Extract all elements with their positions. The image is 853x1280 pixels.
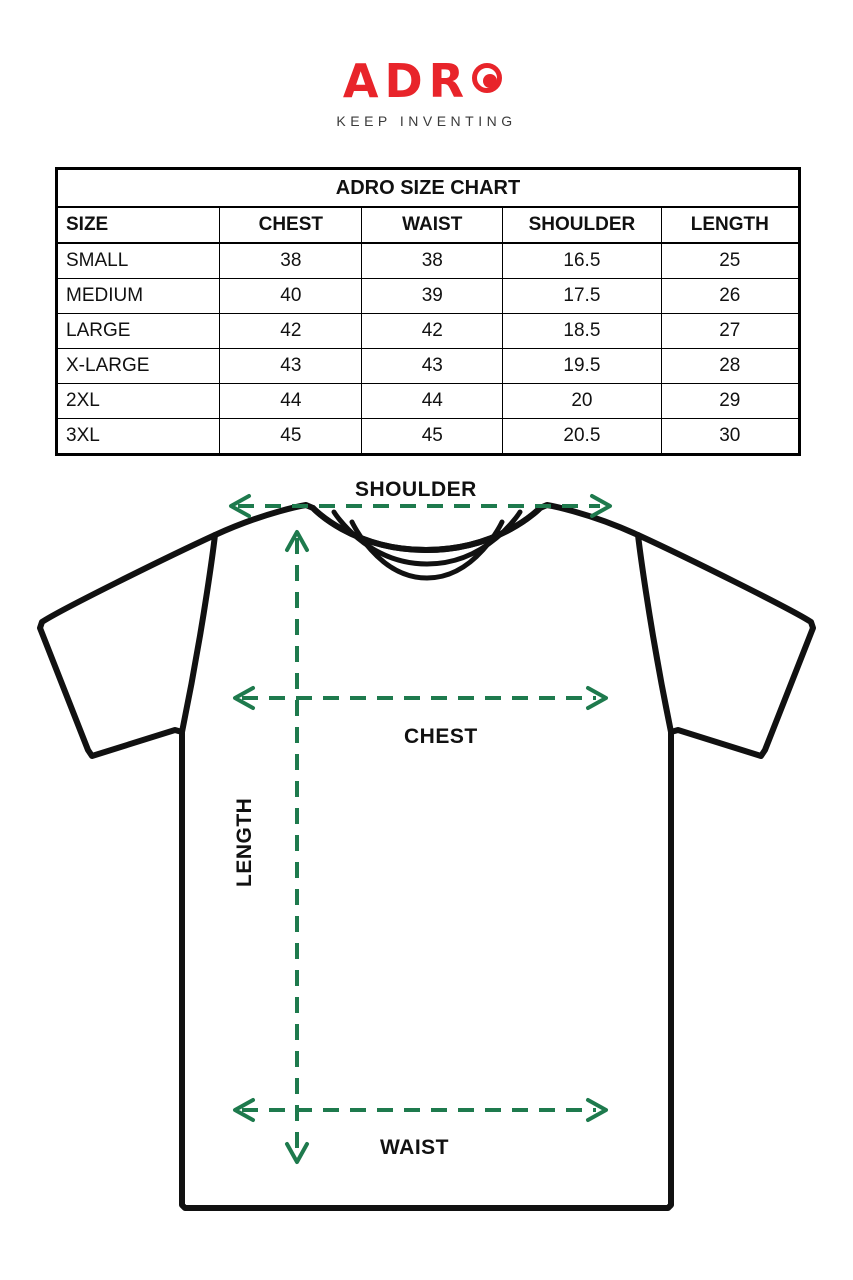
brand-name-text: ADR <box>342 54 471 108</box>
cell-shoulder: 20 <box>503 384 661 419</box>
cell-size: LARGE <box>57 314 220 349</box>
cell-shoulder: 18.5 <box>503 314 661 349</box>
brand-tagline: KEEP INVENTING <box>336 113 517 129</box>
cell-waist: 44 <box>362 384 503 419</box>
measure-label-length <box>233 857 257 887</box>
cell-shoulder: 16.5 <box>503 243 661 279</box>
cell-chest: 42 <box>220 314 362 349</box>
cell-waist: 38 <box>362 243 503 279</box>
cell-length: 25 <box>661 243 799 279</box>
table-row <box>57 243 800 279</box>
column-header-waist: WAIST <box>362 207 503 243</box>
table-row <box>57 384 800 419</box>
table-row <box>57 349 800 384</box>
cell-length: 27 <box>661 314 799 349</box>
table-row <box>57 314 800 349</box>
cell-shoulder: 17.5 <box>503 279 661 314</box>
cell-chest: 44 <box>220 384 362 419</box>
column-header-shoulder: SHOULDER <box>503 207 661 243</box>
cell-size: MEDIUM <box>57 279 220 314</box>
cell-chest: 43 <box>220 349 362 384</box>
column-header-length: LENGTH <box>661 207 799 243</box>
measure-label-chest: CHEST <box>404 725 478 748</box>
size-chart-table <box>55 167 801 456</box>
brand-logo <box>0 54 853 129</box>
table-row <box>57 279 800 314</box>
target-circle-icon <box>472 63 510 101</box>
cell-size: 2XL <box>57 384 220 419</box>
cell-size: X-LARGE <box>57 349 220 384</box>
cell-size: SMALL <box>57 243 220 279</box>
cell-shoulder: 19.5 <box>503 349 661 384</box>
column-header-chest: CHEST <box>220 207 362 243</box>
tshirt-measurement-diagram <box>0 460 853 1280</box>
cell-size: 3XL <box>57 419 220 455</box>
cell-waist: 45 <box>362 419 503 455</box>
cell-length: 29 <box>661 384 799 419</box>
cell-length: 26 <box>661 279 799 314</box>
cell-chest: 40 <box>220 279 362 314</box>
cell-length: 30 <box>661 419 799 455</box>
cell-waist: 43 <box>362 349 503 384</box>
measure-label-shoulder: SHOULDER <box>355 478 477 501</box>
cell-shoulder: 20.5 <box>503 419 661 455</box>
column-header-size: SIZE <box>57 207 220 243</box>
cell-chest: 38 <box>220 243 362 279</box>
page-title: ADRO SIZE CHART <box>57 169 800 208</box>
table-row <box>57 419 800 455</box>
cell-waist: 42 <box>362 314 503 349</box>
cell-waist: 39 <box>362 279 503 314</box>
table-header-row <box>57 207 800 243</box>
cell-chest: 45 <box>220 419 362 455</box>
brand-wordmark <box>342 54 510 108</box>
table-title-row <box>57 169 800 208</box>
measure-label-waist: WAIST <box>380 1136 449 1159</box>
cell-length: 28 <box>661 349 799 384</box>
